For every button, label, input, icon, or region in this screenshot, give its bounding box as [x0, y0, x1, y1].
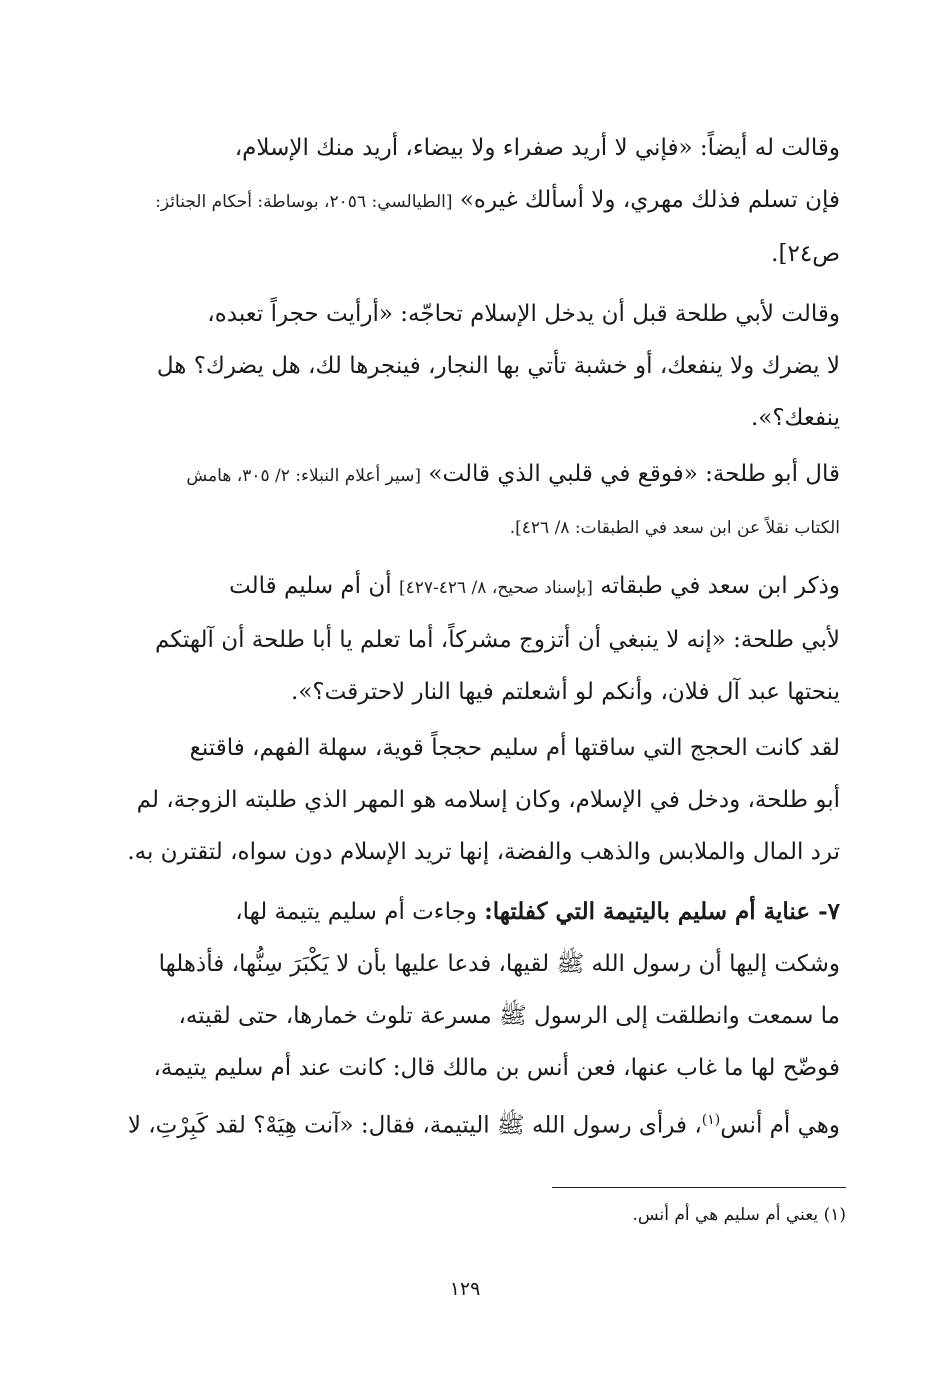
text-line: [120, 560, 840, 614]
text-line: ترد المال والملابس والذهب والفضة، إنها تريد الإسلام دون سواه، لتقترن به.: [127, 839, 840, 865]
paragraph-2: [120, 288, 840, 444]
continuation-text: أن أم سليم قالت: [229, 573, 392, 599]
paragraph-1: [120, 122, 840, 280]
paragraph-5: [120, 722, 840, 878]
quote-text: قال أبو طلحة: «فوقع في قلبي الذي قالت»: [428, 461, 840, 487]
paragraph-6: [120, 886, 840, 1152]
text-line: [120, 174, 840, 228]
text-line: وشكت إليها أن رسول الله ﷺ لقيها، فدعا عليها بأن لا يَكْبَرَ سِنُّها، فأذهلها: [158, 951, 840, 977]
text-line: لا يضرك ولا ينفعك، أو خشبة تأتي بها النجار، فينجرها لك، هل يضرك؟ هل: [156, 353, 840, 379]
footnote: (١) يعني أم سليم هي أم أنس.: [632, 1205, 846, 1225]
body-text: وجاءت أم سليم يتيمة لها،: [235, 899, 477, 925]
text-line: فوضّح لها ما غاب عنها، فعن أنس بن مالك قال: كانت عند أم سليم يتيمة،: [153, 1055, 840, 1081]
text-line: [120, 886, 840, 938]
citation: [الطيالسي: ٢٠٥٦، بوساطة: أحكام الجنائز:: [155, 192, 453, 212]
quote-text: فإن تسلم فذلك مهري، ولا أسألك غيره»: [459, 187, 840, 213]
text-line: لأبي طلحة: «إنه لا ينبغي أن أتزوج مشركاً، أما تعلم يا أبا طلحة أن آلهتكم: [154, 627, 840, 653]
text-line: ينحتها عبد آل فلان، وأنكم لو أشعلتم فيها النار لاحترقت؟».: [291, 679, 840, 705]
section-heading: ٧- عناية أم سليم باليتيمة التي كفلتها:: [484, 898, 840, 925]
paragraph-4: [120, 560, 840, 718]
body-text: ، فرأى رسول الله ﷺ اليتيمة، فقال: «آنت هِيَهْ؟ لقد كَبِرْتِ، لا: [127, 1112, 702, 1139]
body-text: وهي أم أنس: [720, 1112, 840, 1139]
text-line: ص٢٤].: [771, 241, 840, 267]
text-line: وقالت له أيضاً: «فإني لا أريد صفراء ولا بيضاء، أريد منك الإسلام،: [234, 135, 840, 161]
text-line: ينفعك؟».: [750, 405, 840, 431]
text-line: [120, 448, 840, 502]
intro-text: وذكر ابن سعد في طبقاته: [600, 573, 840, 599]
footnote-divider: [552, 1187, 846, 1188]
text-line: الكتاب نقلاً عن ابن سعد في الطبقات: ٨/ ٤٢٦].: [509, 518, 840, 538]
footnote-reference[interactable]: (١): [701, 1112, 721, 1128]
paragraph-3: [120, 448, 840, 554]
citation: [بإسناد صحيح، ٨/ ٤٢٦-٤٢٧]: [398, 578, 593, 598]
citation: [سير أعلام النبلاء: ٢/ ٣٠٥، هامش: [186, 466, 422, 486]
text-line: وقالت لأبي طلحة قبل أن يدخل الإسلام تحاجّه: «أرأيت حجراً تعبده،: [207, 301, 840, 327]
text-line: أبو طلحة، ودخل في الإسلام، وكان إسلامه هو المهر الذي طلبته الزوجة، لم: [136, 787, 840, 813]
text-line: لقد كانت الحجج التي ساقتها أم سليم حججاً قوية، سهلة الفهم، فاقتنع: [189, 735, 840, 761]
text-line: ما سمعت وانطلقت إلى الرسول ﷺ مسرعة تلوث خمارها، حتى لقيته،: [178, 1003, 840, 1029]
page-number: ١٢٩: [449, 1278, 481, 1300]
text-line: [120, 1094, 840, 1152]
